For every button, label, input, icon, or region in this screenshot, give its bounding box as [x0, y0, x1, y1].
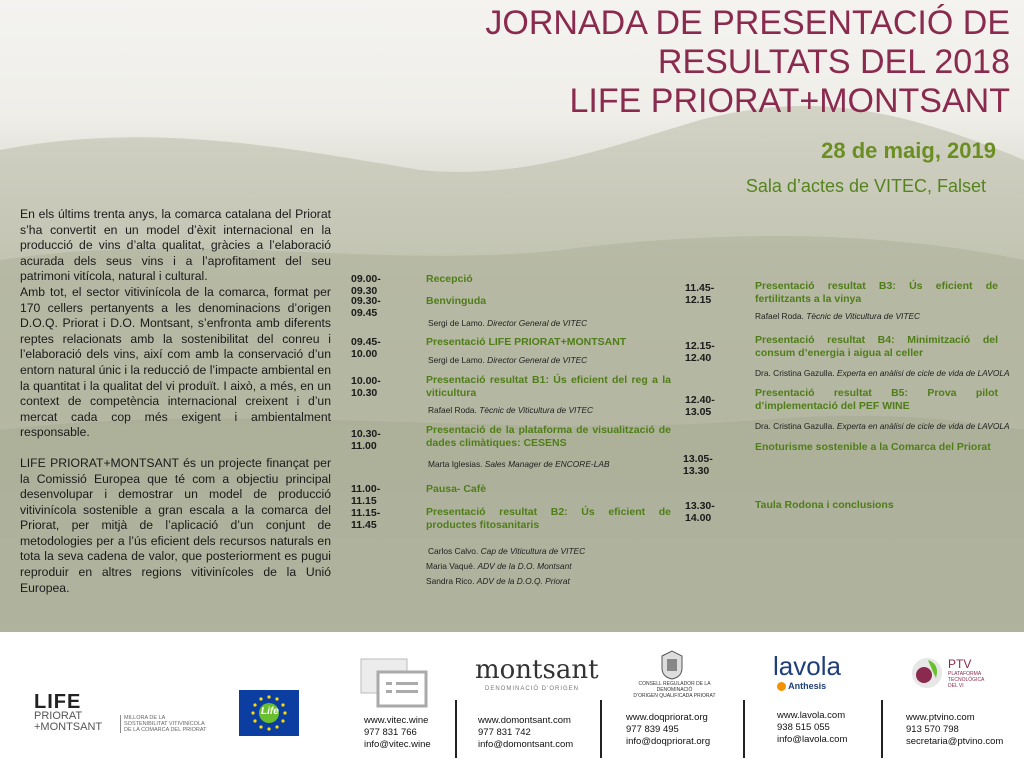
- intro-paragraph-2: Amb tot, el sector vitivinícola de la comarca, format per 170 cellers pertanyents a les denominacions d’origen D.O.Q. Priorat i D.O. Montsant, s’enfronta amb diferents reptes relacionats amb la sostenibilitat del conreu i l’elaboració dels vins, així com amb la conservació d’un entorn natural únic i la reducció de l’impacte ambiental en la quantitat i la qualitat del vi produït. I això, a més, en un context de competència internacional creixent i d’un mercat cada cop més exigent i ambientalment responsable.: [20, 284, 331, 440]
- schedule-time: 11.15-11.45: [351, 507, 381, 531]
- speaker: Maria Vaqué. ADV de la D.O. Montsant: [426, 561, 572, 571]
- schedule-topic: Presentació resultat B2: Ús eficient de productes fitosanitaris: [426, 506, 671, 531]
- event-date: 28 de maig, 2019: [821, 138, 996, 163]
- contact-email-link[interactable]: info@vitec.wine: [364, 739, 431, 750]
- speaker: Dra. Cristina Gazulla. Experta en anàlisi de cicle de vida de LAVOLA: [755, 368, 1010, 378]
- schedule-time: 09.00-09.30: [351, 273, 381, 297]
- doq-priorat-logo-text: [627, 681, 722, 699]
- doq-priorat-emblem-icon: [659, 650, 685, 680]
- contact-web-link[interactable]: www.vitec.wine: [364, 715, 429, 726]
- separator: [455, 700, 457, 758]
- schedule-topic: Benvinguda: [426, 295, 487, 307]
- contact-ptv: [906, 712, 1003, 748]
- schedule-topic: Presentació resultat B5: Prova pilot d’implementació del PEF WINE: [755, 387, 998, 412]
- ptv-sub-line: PLATAFORMA: [948, 671, 982, 677]
- ptv-logo-sub: [948, 671, 984, 689]
- intro-text: [20, 207, 331, 611]
- schedule-topic: Enoturisme sostenible a la Comarca del Priorat: [755, 441, 991, 453]
- speaker: Sergi de Lamo. Director General de VITEC: [428, 355, 588, 365]
- schedule-time: 13.05-13.30: [683, 453, 713, 477]
- intro-paragraph-3: LIFE PRIORAT+MONTSANT és un projecte finançat per la Comissió Europea que té com a objectiu principal desenvolupar i demostrar un model de producció vitivinícola sostenible a gran escala a la comarca del Priorat, per mitjà de l’aplicació d’un conjunt de metodologies per a l’ús eficient dels recursos naturals en tota la seva cadena de valor, que posteriorment es pugui reproduir en altres regions vitivinícoles de la Unió Europea.: [20, 455, 331, 595]
- speaker: Sandra Rico. ADV de la D.O.Q. Priorat: [426, 576, 570, 586]
- life-logo-line2: PRIORAT: [34, 710, 83, 722]
- contact-montsant: [478, 715, 573, 751]
- contact-email-link[interactable]: info@lavola.com: [777, 734, 848, 745]
- contact-phone: 913 570 798: [906, 724, 959, 735]
- intro-paragraph-1: En els últims trenta anys, la comarca catalana del Priorat s’ha convertit en un model d’èxit internacional en la producció de vins d’alta qualitat, gràcies a l’elaboració acurada dels seus vins i a l’aprofitament del seu patrimoni vitícola, natural i cultural.: [20, 207, 331, 284]
- contact-email-link[interactable]: info@doqpriorat.org: [626, 736, 711, 747]
- montsant-logo: montsant: [475, 655, 599, 685]
- contact-web-link[interactable]: www.lavola.com: [777, 710, 846, 721]
- separator: [600, 700, 602, 758]
- eu-life-text: Life: [261, 706, 279, 717]
- vitec-logo-icon: [360, 658, 428, 708]
- speaker: Rafael Roda. Tècnic de Viticultura de VITEC: [755, 311, 921, 321]
- schedule-topic: Presentació de la plataforma de visualització de dades climàtiques: CESENS: [426, 424, 671, 449]
- speaker: Sergi de Lamo. Director General de VITEC: [428, 318, 588, 328]
- speaker: Rafael Roda. Tècnic de Viticultura de VITEC: [428, 405, 594, 415]
- contact-vitec: [364, 715, 431, 751]
- contact-phone: 938 515 055: [777, 722, 830, 733]
- contact-web-link[interactable]: www.ptvino.com: [906, 712, 975, 723]
- title-line-1: JORNADA DE PRESENTACIÓ DE: [485, 4, 1010, 42]
- schedule-topic: Taula Rodona i conclusions: [755, 499, 894, 511]
- eu-life-logo: [239, 690, 299, 736]
- speaker: Dra. Cristina Gazulla. Experta en anàlisi de cicle de vida de LAVOLA: [755, 421, 1010, 431]
- life-priorat-logo: [34, 693, 102, 733]
- schedule-time: 09.45-10.00: [351, 336, 381, 360]
- life-desc-line: DE LA COMARCA DEL PRIORAT: [124, 727, 207, 733]
- lavola-anthesis-logo: [777, 681, 826, 691]
- schedule-time: 10.00-10.30: [351, 375, 381, 399]
- separator: [743, 700, 745, 758]
- contact-phone: 977 831 742: [478, 727, 531, 738]
- schedule-time: 10.30-11.00: [351, 428, 381, 452]
- contact-email-link[interactable]: info@domontsant.com: [478, 739, 574, 750]
- schedule-time: 11.00-11.15: [351, 483, 381, 507]
- lavola-logo: lavola: [773, 651, 841, 681]
- schedule-topic: Presentació resultat B4: Minimització del consum d’energia i aigua al celler: [755, 334, 998, 359]
- schedule-topic: Presentació LIFE PRIORAT+MONTSANT: [426, 336, 627, 348]
- contact-web-link[interactable]: www.doqpriorat.org: [626, 712, 708, 723]
- ptv-sub-line: TECNOLÒGICA: [948, 677, 985, 683]
- schedule-topic: Pausa- Cafè: [426, 483, 487, 495]
- life-logo-line3: +MONTSANT: [34, 721, 103, 733]
- schedule-time: 12.40-13.05: [685, 394, 715, 418]
- schedule-topic: Presentació resultat B3: Ús eficient de fertilitzants a la vinya: [755, 280, 998, 305]
- schedule-time: 13.30-14.00: [685, 500, 715, 524]
- montsant-logo-sub: DENOMINACIÓ D’ORIGEN: [485, 686, 580, 692]
- contact-doq-priorat: [626, 712, 710, 748]
- anthesis-icon: [777, 682, 786, 691]
- life-logo-description: [120, 715, 207, 733]
- contact-email-link[interactable]: secretaria@ptvino.com: [906, 736, 1004, 747]
- schedule-time: 12.15-12.40: [685, 340, 715, 364]
- life-logo-line1: LIFE: [34, 691, 82, 713]
- anthesis-text: Anthesis: [788, 681, 827, 691]
- title-line-2: RESULTATS DEL 2018: [657, 43, 1010, 81]
- contact-web-link[interactable]: www.domontsant.com: [478, 715, 571, 726]
- title-line-3: LIFE PRIORAT+MONTSANT: [569, 82, 1010, 120]
- speaker: Marta Iglesias. Sales Manager de ENCORE-LAB: [428, 459, 610, 469]
- event-venue: Sala d’actes de VITEC, Falset: [745, 176, 986, 196]
- doq-logo-line: CONSELL REGULADOR DE LA DENOMINACIÓ: [638, 681, 711, 693]
- life-desc-line: SOSTENIBILITAT VITIVINÍCOLA: [124, 721, 205, 727]
- schedule-topic: Presentació resultat B1: Ús eficient del reg a la viticultura: [426, 374, 671, 399]
- schedule-time: 11.45-12.15: [685, 282, 715, 306]
- speaker: Carlos Calvo. Cap de Viticultura de VITEC: [428, 546, 586, 556]
- ptv-logo: PTV: [948, 657, 972, 671]
- separator: [881, 700, 883, 758]
- doq-logo-line: D’ORIGEN QUALIFICADA PRIORAT: [633, 693, 716, 699]
- contact-lavola: [777, 710, 847, 746]
- life-desc-line: MILLORA DE LA: [124, 715, 166, 721]
- schedule-topic: Recepció: [426, 273, 473, 285]
- ptv-grape-icon: [910, 656, 944, 690]
- contact-phone: 977 839 495: [626, 724, 679, 735]
- schedule-time: 09.30-09.45: [351, 295, 381, 319]
- ptv-sub-line: DEL VI: [948, 683, 964, 689]
- event-title: [485, 4, 1010, 121]
- contact-phone: 977 831 766: [364, 727, 417, 738]
